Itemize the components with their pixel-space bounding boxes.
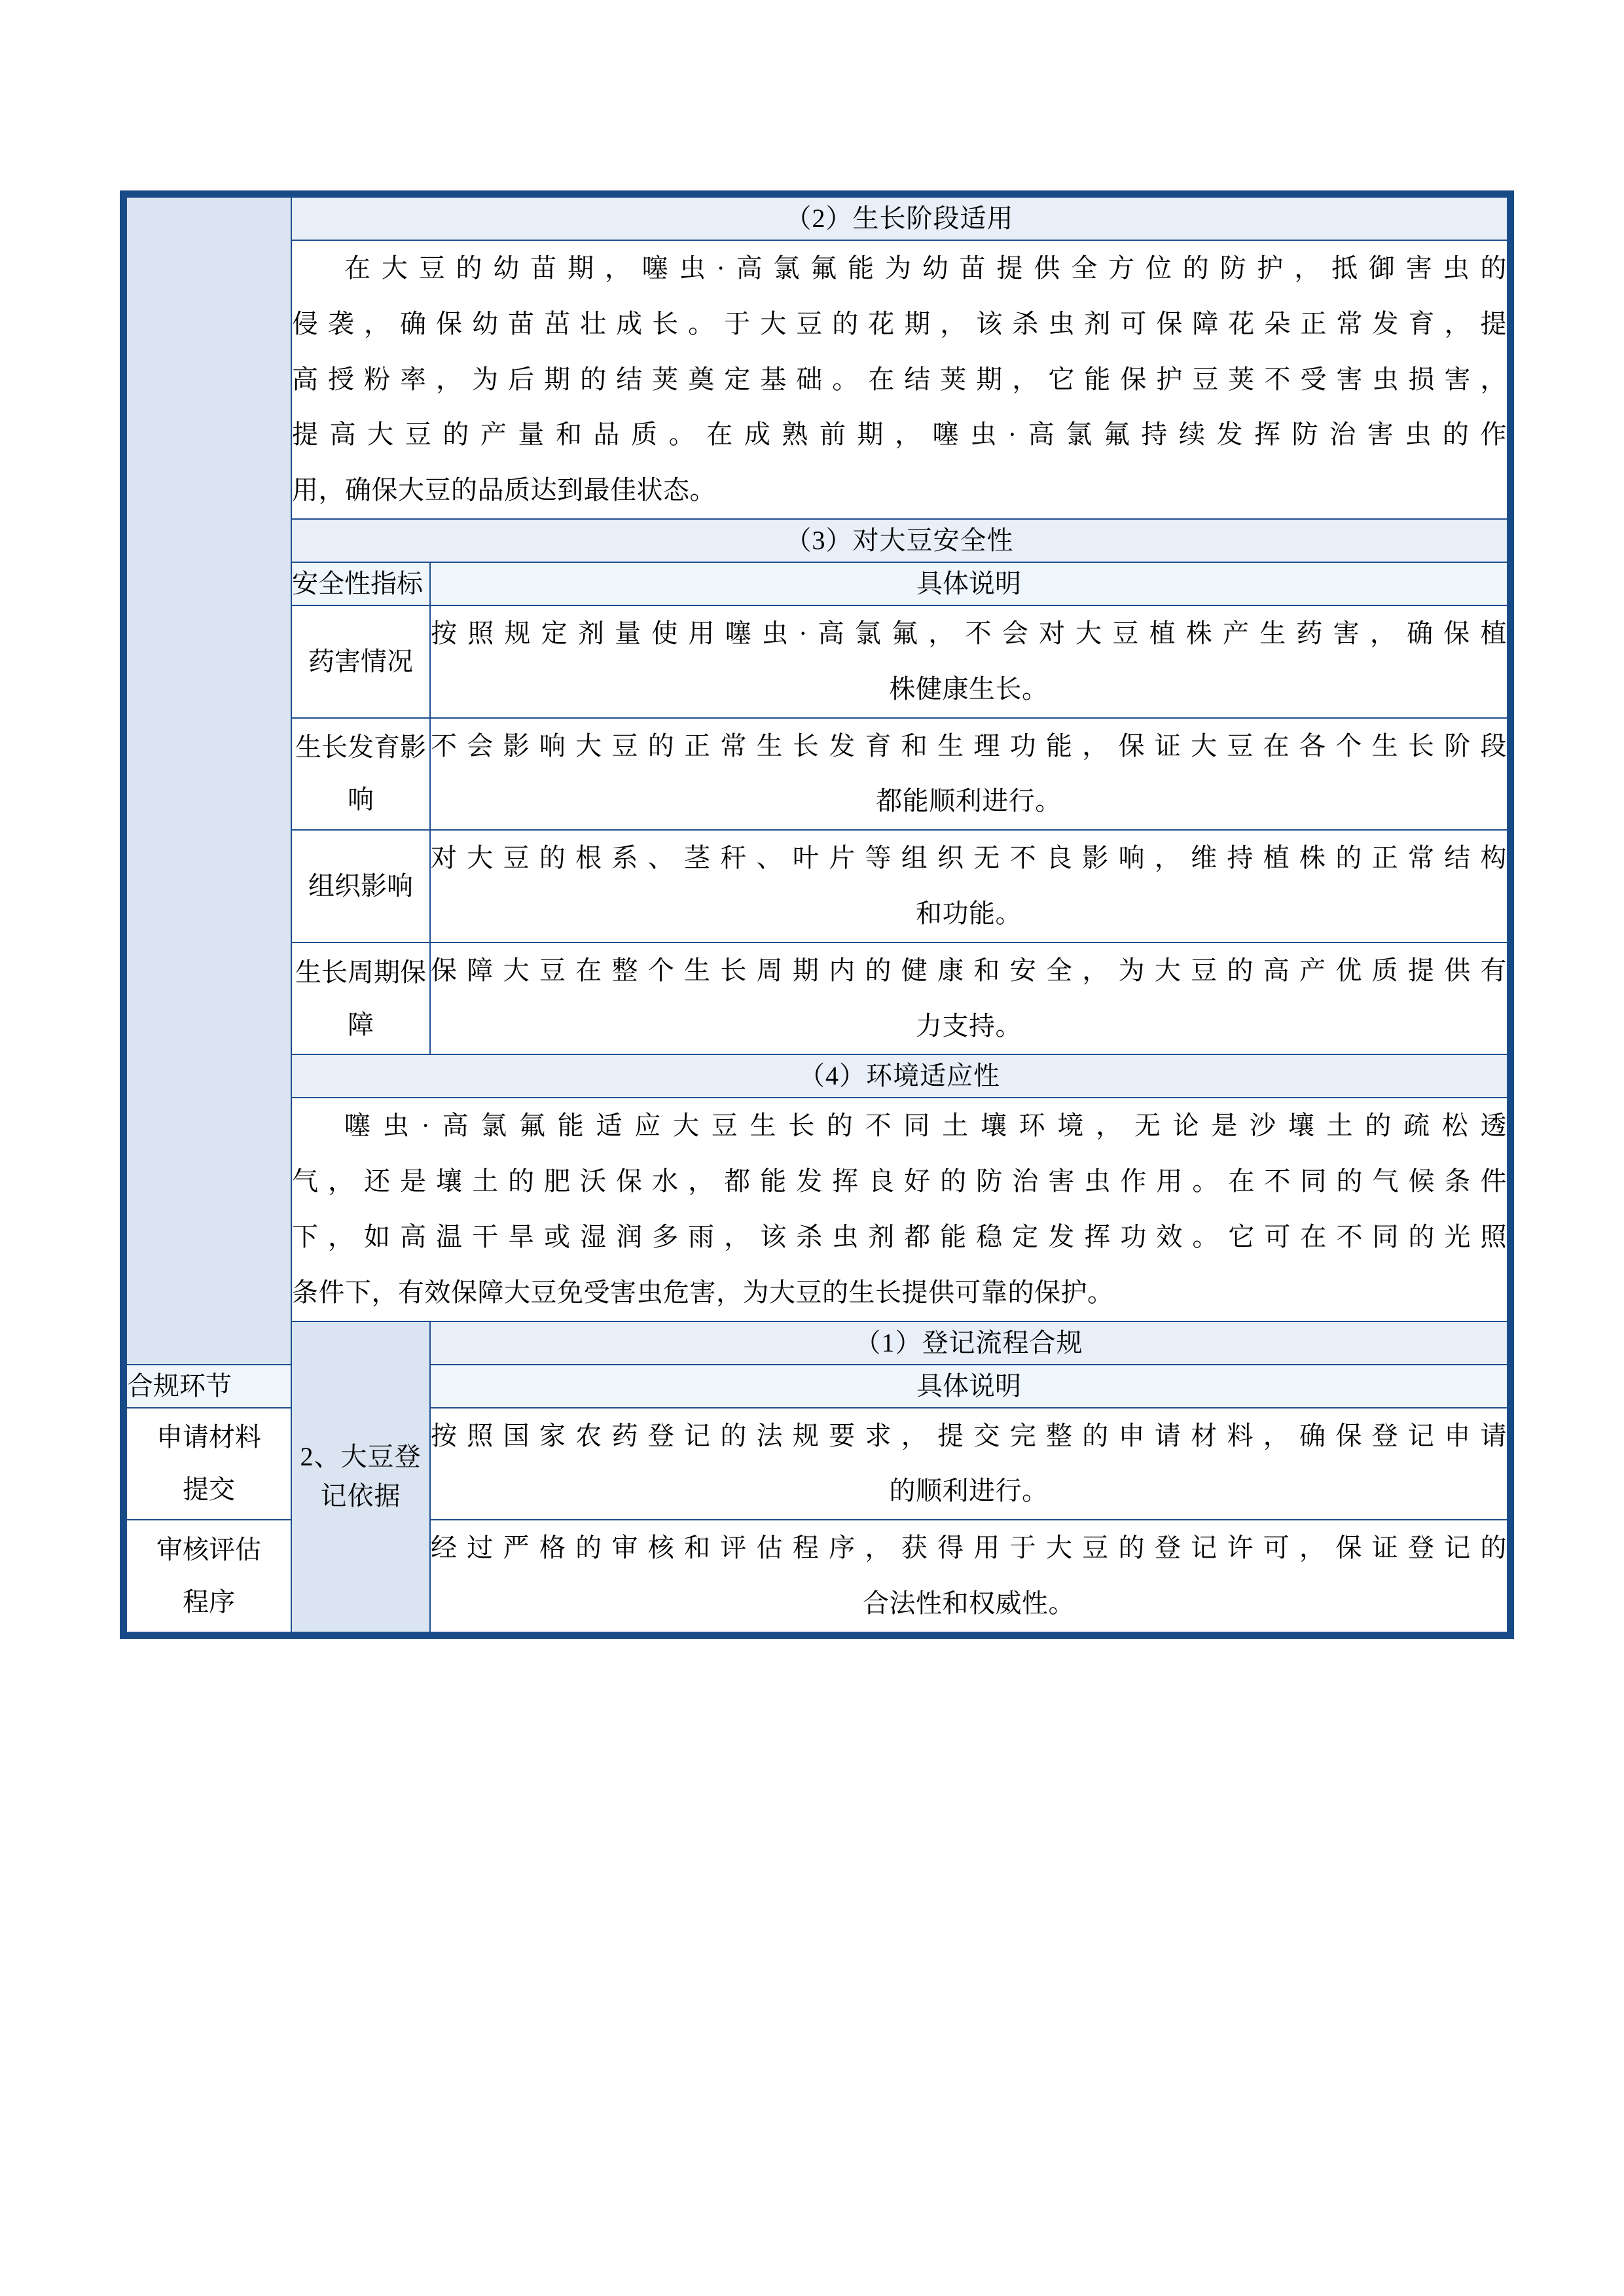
section-heading-soybean-safety: （3）对大豆安全性: [291, 519, 1507, 562]
table-row: [126, 197, 1507, 240]
paragraph-line: 下，如高温干旱或湿润多雨，该杀虫剂都能稳定发挥功效。它可在不同的光照: [292, 1221, 1507, 1251]
cell-line: 按照国家农药登记的法规要求，提交完整的申请材料，确保登记申请: [431, 1420, 1507, 1450]
cell-line: 株健康生长。: [889, 673, 1049, 704]
safety-row-key-lifecycle-protection: 生长周期保障: [291, 942, 430, 1055]
safety-row-value-growth-development: [430, 718, 1507, 831]
paragraph-line: 在大豆的幼苗期，噻虫·高氯氟能为幼苗提供全方位的防护，抵御害虫的: [344, 253, 1507, 283]
compliance-row-key-review-evaluation: [126, 1520, 291, 1632]
safety-row-value-lifecycle-protection: [430, 942, 1507, 1055]
main-content-table: [126, 196, 1508, 1633]
paragraph-line: 提高大豆的产量和品质。在成熟前期，噻虫·高氯氟持续发挥防治害虫的作: [292, 420, 1507, 450]
table-row: [126, 1098, 1507, 1321]
column-header-compliance-stage: 合规环节: [126, 1365, 291, 1408]
cell-line: 经过严格的审核和评估程序，获得用于大豆的登记许可，保证登记的: [431, 1533, 1507, 1563]
compliance-row-key-application-materials: [126, 1408, 291, 1520]
paragraph-line: 高授粉率，为后期的结荚奠定基础。在结荚期，它能保护豆荚不受害虫损害，: [292, 364, 1507, 394]
group-label-cell-soybean-registration-basis: [291, 1321, 430, 1632]
cell-line: 和功能。: [916, 898, 1022, 928]
section-heading-growth-stage: （2）生长阶段适用: [291, 197, 1507, 240]
table-row: [126, 562, 1507, 605]
cell-line: 申请材料: [156, 1422, 261, 1452]
table-row: [126, 240, 1507, 519]
section-heading-environmental-adaptability: （4）环境适应性: [291, 1054, 1507, 1098]
group-label-cell-1: [126, 197, 291, 1365]
column-header-safety-indicator: 安全性指标: [291, 562, 430, 605]
compliance-row-value-application-materials: [430, 1408, 1507, 1520]
table-row: [126, 605, 1507, 718]
safety-row-key-phytotoxicity: 药害情况: [291, 605, 430, 718]
cell-line: 合法性和权威性。: [863, 1588, 1075, 1618]
cell-line: 对大豆的根系、茎秆、叶片等组织无不良影响，维持植株的正常结构: [431, 843, 1507, 873]
cell-line: 按照规定剂量使用噻虫·高氯氟，不会对大豆植株产生药害，确保植: [431, 618, 1507, 648]
safety-row-key-tissue-impact: 组织影响: [291, 830, 430, 942]
group-label-line: 2、大豆登: [300, 1442, 422, 1472]
paragraph-growth-stage: [291, 240, 1507, 519]
table-row: [126, 830, 1507, 942]
safety-row-value-tissue-impact: [430, 830, 1507, 942]
cell-line: 不会影响大豆的正常生长发育和生理功能，保证大豆在各个生长阶段: [431, 730, 1507, 761]
cell-line: 审核评估: [156, 1534, 261, 1564]
paragraph-line: 侵袭，确保幼苗茁壮成长。于大豆的花期，该杀虫剂可保障花朵正常发育，提: [292, 308, 1507, 338]
cell-line: 保障大豆在整个生长周期内的健康和安全，为大豆的高产优质提供有: [431, 955, 1507, 985]
table-row: [126, 1054, 1507, 1098]
group-label-line: 记依据: [320, 1481, 401, 1511]
cell-line: 的顺利进行。: [889, 1476, 1049, 1506]
paragraph-line: 用，确保大豆的品质达到最佳状态。: [292, 475, 716, 505]
paragraph-line: 噻虫·高氯氟能适应大豆生长的不同土壤环境，无论是沙壤土的疏松透: [344, 1111, 1507, 1141]
column-header-safety-description: 具体说明: [430, 562, 1507, 605]
paragraph-line: 条件下，有效保障大豆免受害虫危害，为大豆的生长提供可靠的保护。: [292, 1277, 1114, 1307]
table-row: [126, 1321, 1507, 1365]
column-header-compliance-description: 具体说明: [430, 1365, 1507, 1408]
table-row: [126, 718, 1507, 831]
table-row: [126, 519, 1507, 562]
cell-line: 都能顺利进行。: [876, 786, 1062, 816]
safety-row-value-phytotoxicity: [430, 605, 1507, 718]
table-row: [126, 942, 1507, 1055]
cell-line: 提交: [183, 1475, 235, 1505]
paragraph-line: 气，还是壤土的肥沃保水，都能发挥良好的防治害虫作用。在不同的气候条件: [292, 1166, 1507, 1196]
section-heading-registration-process-compliance: （1）登记流程合规: [430, 1321, 1507, 1365]
safety-row-key-growth-development: 生长发育影响: [291, 718, 430, 831]
compliance-row-value-review-evaluation: [430, 1520, 1507, 1632]
cell-line: 程序: [183, 1587, 235, 1617]
paragraph-environmental-adaptability: [291, 1098, 1507, 1321]
cell-line: 力支持。: [916, 1011, 1022, 1041]
